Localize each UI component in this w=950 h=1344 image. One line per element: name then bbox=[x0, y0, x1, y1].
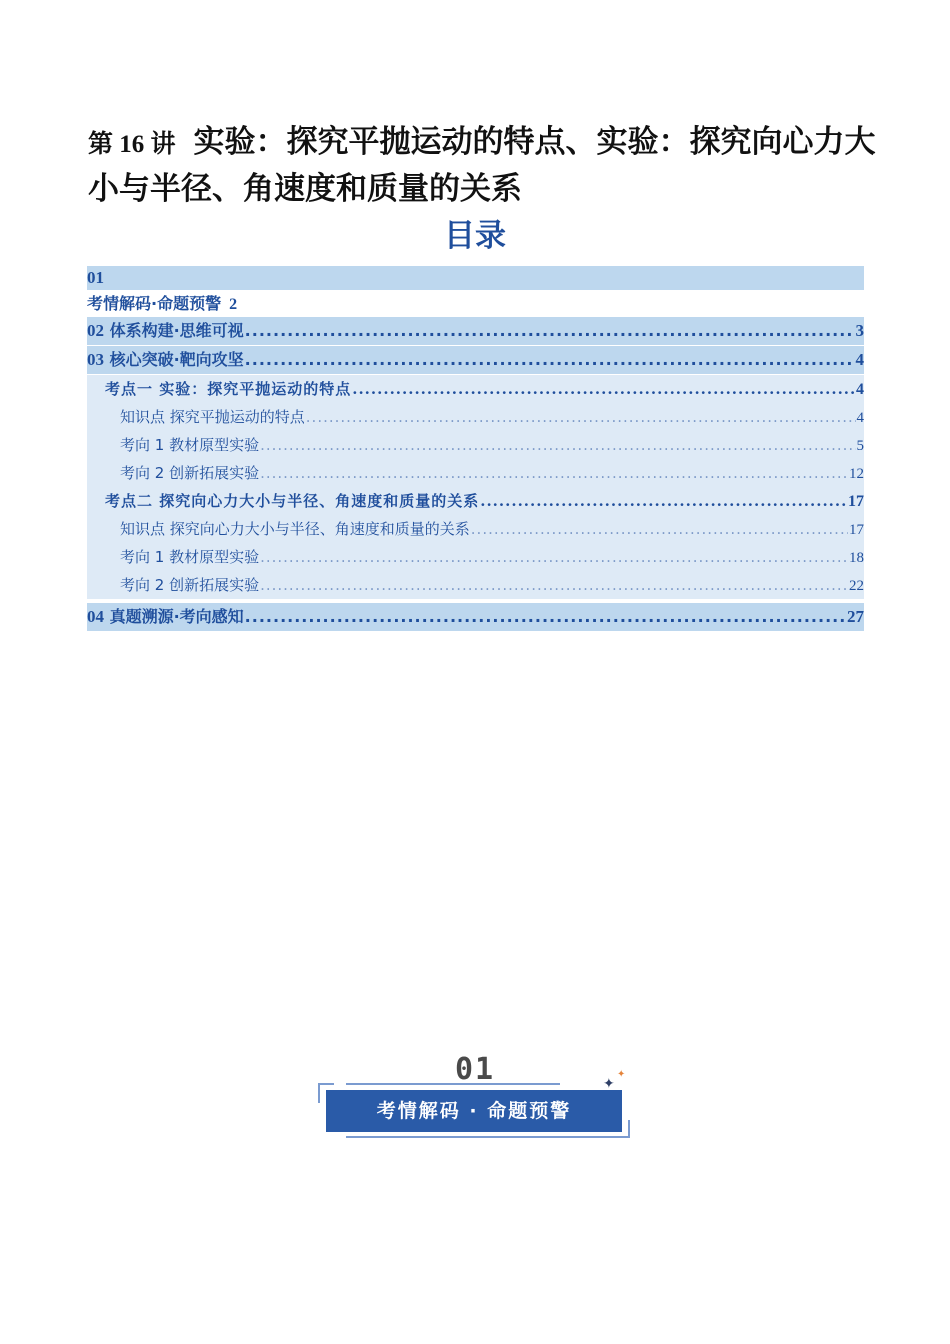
toc-entry-number: 04 bbox=[87, 607, 104, 626]
toc-entry-label: 知识点 探究平抛运动的特点 bbox=[120, 408, 305, 426]
toc-entry-page: 2 bbox=[229, 296, 238, 313]
lecture-title-text: 实验：探究平抛运动的特点、实验：探究向心力大小与半径、角速度和质量的关系 bbox=[88, 124, 876, 207]
toc-entry-label: 真题溯源·考向感知 bbox=[109, 607, 244, 626]
toc-entry-number: 03 bbox=[87, 350, 104, 369]
dot-leader bbox=[480, 487, 847, 515]
toc-entry-k1-knowledge[interactable] bbox=[87, 403, 864, 431]
dot-leader bbox=[245, 346, 855, 374]
toc-entry-03[interactable] bbox=[87, 346, 864, 374]
toc-entry-label: 考向 2 创新拓展实验 bbox=[120, 464, 260, 482]
section-badge-label: 考情解码 · 命题预警 bbox=[326, 1090, 622, 1132]
dot-leader bbox=[245, 317, 855, 345]
dot-leader bbox=[352, 375, 855, 403]
dot-leader bbox=[245, 603, 846, 631]
toc-entry-label: 考点二 探究向心力大小与半径、角速度和质量的关系 bbox=[105, 492, 480, 510]
toc-entry-k1-direction-2[interactable] bbox=[87, 459, 864, 487]
dot-leader bbox=[471, 515, 848, 543]
lecture-number: 第 16 讲 bbox=[88, 131, 176, 158]
toc-entry-label: 考点一 实验：探究平抛运动的特点 bbox=[105, 380, 352, 398]
toc-entry-label: 考情解码·命题预警 bbox=[87, 294, 222, 313]
toc-entry-k2-direction-2[interactable] bbox=[87, 571, 864, 599]
dot-leader bbox=[260, 431, 855, 459]
toc-entry-kaodian-2[interactable] bbox=[87, 487, 864, 515]
toc-entry-01[interactable] bbox=[87, 291, 864, 317]
toc-entry-kaodian-1[interactable] bbox=[87, 375, 864, 403]
toc-entry-label: 考向 2 创新拓展实验 bbox=[120, 576, 260, 594]
badge-frame-corner bbox=[614, 1120, 630, 1138]
toc-entry-page: 5 bbox=[856, 438, 864, 454]
badge-frame-line bbox=[346, 1083, 560, 1085]
lecture-title bbox=[88, 120, 878, 211]
toc-entry-page: 27 bbox=[847, 607, 864, 626]
toc-entry-label: 知识点 探究向心力大小与半径、角速度和质量的关系 bbox=[120, 520, 470, 538]
toc-entry-number: 01 bbox=[87, 268, 104, 287]
toc-entry-page: 4 bbox=[856, 381, 864, 398]
dot-leader bbox=[260, 571, 848, 599]
toc-entry-page: 4 bbox=[856, 410, 864, 426]
toc-entry-label: 核心突破·靶向攻坚 bbox=[109, 350, 244, 369]
section-badge-number: 01 bbox=[454, 1052, 496, 1087]
toc-entry-k1-direction-1[interactable] bbox=[87, 431, 864, 459]
toc-entry-01-number[interactable] bbox=[87, 266, 864, 290]
toc-entry-page: 4 bbox=[855, 350, 864, 369]
badge-frame-line bbox=[346, 1136, 616, 1138]
table-of-contents bbox=[87, 266, 864, 632]
toc-entry-04[interactable] bbox=[87, 603, 864, 631]
toc-entry-page: 22 bbox=[849, 578, 864, 594]
toc-entry-label: 考向 1 教材原型实验 bbox=[120, 548, 260, 566]
toc-entry-k2-direction-1[interactable] bbox=[87, 543, 864, 571]
toc-entry-page: 12 bbox=[849, 466, 864, 482]
toc-entry-page: 17 bbox=[849, 522, 864, 538]
sparkle-icon: ✦ bbox=[603, 1076, 615, 1092]
dot-leader bbox=[260, 459, 848, 487]
dot-leader bbox=[260, 543, 848, 571]
toc-heading: 目录 bbox=[444, 218, 506, 254]
toc-entry-page: 17 bbox=[848, 493, 864, 510]
toc-entry-page: 18 bbox=[849, 550, 864, 566]
toc-entry-number: 02 bbox=[87, 321, 104, 340]
toc-entry-label: 考向 1 教材原型实验 bbox=[120, 436, 260, 454]
sparkle-icon: ✦ bbox=[617, 1069, 626, 1080]
toc-entry-02[interactable] bbox=[87, 317, 864, 345]
toc-entry-page: 3 bbox=[855, 321, 864, 340]
toc-entry-label: 体系构建·思维可视 bbox=[109, 321, 244, 340]
dot-leader bbox=[306, 403, 856, 431]
toc-entry-k2-knowledge[interactable] bbox=[87, 515, 864, 543]
